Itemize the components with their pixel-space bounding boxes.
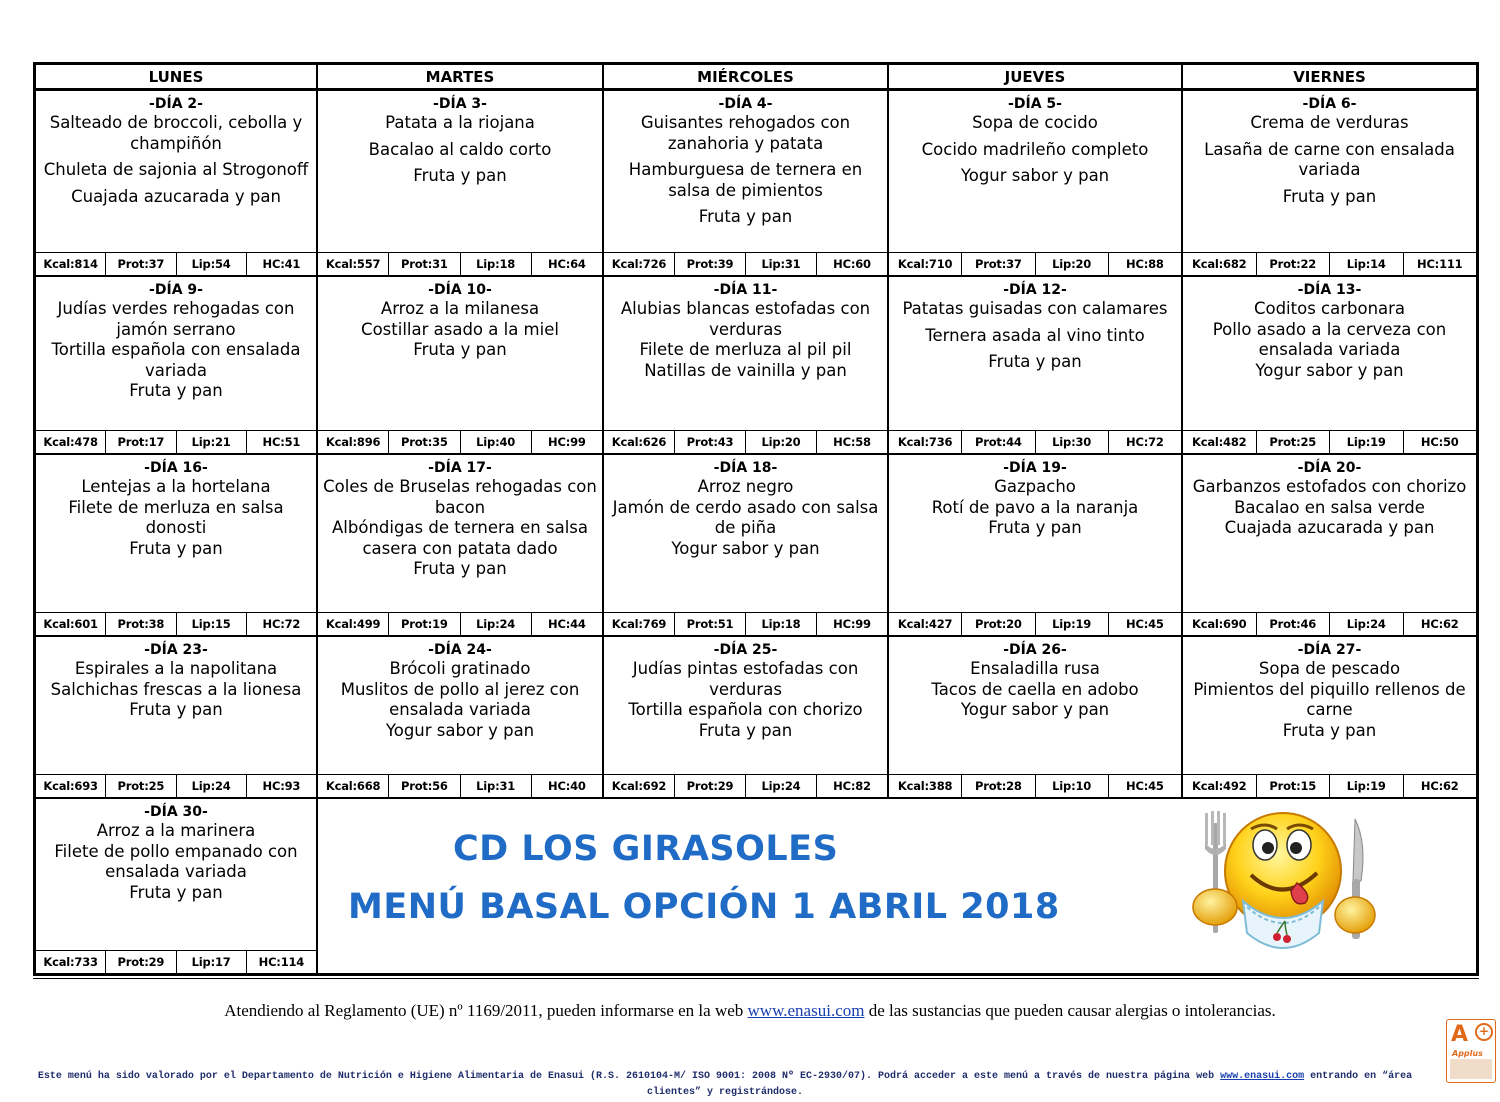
dish-item: Judías pintas estofadas con verduras [632,659,859,699]
nutrition-row [889,430,1181,453]
protein-value: Prot:39 [675,253,746,275]
protein-value: Prot:37 [106,253,176,275]
protein-value: Prot:28 [962,775,1035,797]
dish-item: Cocido madrileño completo [921,139,1149,159]
lipid-value: Lip:19 [1036,613,1109,635]
smiley-chef-icon [1173,803,1378,971]
kcal-value: Kcal:478 [36,431,106,453]
dish-item: Yogur sabor y pan [1255,360,1404,380]
kcal-value: Kcal:668 [318,775,389,797]
dish-item: Tortilla española con ensalada variada [51,340,301,380]
menu-day-body [889,637,1181,774]
day-number: -DÍA 19- [1003,460,1067,476]
carb-value: HC:41 [262,257,301,271]
dish-item: Costillar asado a la miel [361,319,559,339]
carb-value: HC:111 [1417,257,1463,271]
menu-day-cell [889,91,1183,277]
menu-day-cell [889,637,1183,799]
lipid-value: Lip:19 [1330,775,1404,797]
nutrition-row [1183,430,1476,453]
kcal-value: Kcal:814 [36,253,106,275]
dish-item: Tortilla española con chorizo [628,700,863,719]
dish-item: Salchichas frescas a la lionesa [50,679,302,699]
menu-day-cell [604,277,889,455]
menu-day-cell [36,91,318,277]
dish-item: Arroz a la marinera [96,821,256,840]
dish-item: Cuajada azucarada y pan [1224,518,1435,537]
carb-value: HC:45 [1126,779,1164,793]
dish-item: Cuajada azucarada y pan [71,186,281,206]
day-number: -DÍA 13- [1297,282,1362,298]
protein-value: Prot:56 [389,775,460,797]
lipid-value: Lip:21 [177,431,247,453]
footer-note-text-end: entrando en “área clientes” y registrándose. [646,1071,1413,1098]
protein-value: Prot:19 [389,613,460,635]
enasui-website-link[interactable]: www.enasui.com [747,1001,865,1020]
kcal-value: Kcal:492 [1183,775,1257,797]
weekday-header-miercoles: MIÉRCOLES [604,65,889,91]
kcal-value: Kcal:693 [36,775,106,797]
weekday-header-lunes: LUNES [36,65,318,91]
nutrition-row [36,950,316,973]
dish-item: Filete de merluza al pil pil [639,340,852,359]
menu-day-body [889,455,1181,612]
protein-value: Prot:15 [1257,775,1331,797]
protein-value: Prot:38 [106,613,176,635]
carb-value: HC:51 [262,435,301,449]
cert-brand: Applus [1452,1049,1483,1058]
menu-day-cell [318,637,604,799]
dish-item: Coles de Bruselas rehogadas con bacon [323,477,597,517]
lipid-value: Lip:24 [746,775,817,797]
menu-day-body [889,91,1181,252]
kcal-value: Kcal:388 [889,775,962,797]
menu-day-body [36,455,316,612]
day-number: -DÍA 27- [1297,642,1362,658]
lipid-value: Lip:19 [1330,431,1404,453]
carb-value: HC:82 [833,779,871,793]
menu-day-cell [1183,637,1476,799]
dish-item: Crema de verduras [1250,113,1409,132]
weekly-menu-table [33,62,1479,976]
dish-item: Fruta y pan [1282,720,1377,740]
day-number: -DÍA 2- [149,96,203,112]
nutrition-row [1183,252,1476,275]
day-number: -DÍA 23- [144,642,208,658]
nutrition-row [889,252,1181,275]
menu-day-cell [1183,455,1476,637]
protein-value: Prot:17 [106,431,176,453]
carb-value: HC:72 [1126,435,1164,449]
menu-day-cell [889,277,1183,455]
dish-item: Fruta y pan [1282,186,1377,206]
carb-value: HC:114 [258,955,305,969]
carb-value: HC:88 [1126,257,1164,271]
menu-banner [318,799,1476,973]
lipid-value: Lip:18 [746,613,817,635]
protein-value: Prot:35 [389,431,460,453]
kcal-value: Kcal:726 [604,253,675,275]
nutrition-row [604,612,887,635]
menu-day-cell [604,455,889,637]
separator-line [33,978,1479,979]
menu-day-cell [1183,91,1476,277]
nutrition-row [36,774,316,797]
menu-day-body [318,277,602,430]
dish-item: Filete de pollo empanado con ensalada variada [54,841,298,881]
cert-bar [1450,1059,1492,1079]
menu-day-body [1183,277,1476,430]
menu-day-cell [36,455,318,637]
menu-day-cell [36,637,318,799]
dish-item: Jamón de cerdo asado con salsa de piña [612,497,879,537]
carb-value: HC:50 [1420,435,1459,449]
footer-website-link[interactable]: www.enasui.com [1220,1071,1305,1082]
dish-item: Coditos carbonara [1253,299,1406,318]
kcal-value: Kcal:626 [604,431,675,453]
menu-day-cell [604,91,889,277]
carb-value: HC:93 [262,779,301,793]
menu-day-body [604,277,887,430]
dish-item: Natillas de vainilla y pan [644,360,847,380]
menu-day-body [318,455,602,612]
plus-icon: + [1475,1023,1493,1041]
dish-item: Fruta y pan [988,518,1082,537]
menu-day-body [1183,91,1476,252]
kcal-value: Kcal:733 [36,951,106,973]
nutrition-row [889,774,1181,797]
menu-day-body [318,637,602,774]
carb-value: HC:72 [262,617,301,631]
dish-item: Bacalao en salsa verde [1234,497,1425,517]
dish-item: Fruta y pan [413,166,507,185]
nutrition-row [36,612,316,635]
dish-item: Arroz negro [697,477,794,496]
carb-value: HC:62 [1420,617,1459,631]
dish-item: Fruta y pan [698,207,793,226]
kcal-value: Kcal:499 [318,613,389,635]
day-number: -DÍA 25- [713,642,778,658]
dish-item: Patata a la riojana [385,113,535,132]
dish-item: Chuleta de sajonia al Strogonoff [43,160,309,179]
lipid-value: Lip:24 [1330,613,1404,635]
menu-day-body [604,455,887,612]
lipid-value: Lip:18 [461,253,532,275]
dish-item: Filete de merluza en salsa donosti [68,497,284,537]
day-number: -DÍA 4- [718,96,773,112]
carb-value: HC:45 [1126,617,1164,631]
allergy-notice-text: Atendiendo al Reglamento (UE) nº 1169/2011, pueden informarse en la web [224,1001,748,1020]
dish-item: Fruta y pan [129,538,223,558]
menu-day-body [36,277,316,430]
day-number: -DÍA 6- [1302,96,1357,112]
dish-item: Pimientos del piquillo rellenos de carne [1193,679,1466,719]
menu-day-body [36,91,316,252]
menu-day-body [604,91,887,252]
protein-value: Prot:25 [1257,431,1331,453]
protein-value: Prot:29 [675,775,746,797]
carb-value: HC:62 [1420,779,1459,793]
nutrition-row [1183,612,1476,635]
nutrition-row [318,774,602,797]
dish-item: Judías verdes rehogadas con jamón serrano [57,299,295,339]
dish-item: Fruta y pan [698,720,793,740]
aplus-certification-icon [1446,1019,1496,1083]
lipid-value: Lip:10 [1036,775,1109,797]
protein-value: Prot:51 [675,613,746,635]
dish-item: Patatas guisadas con calamares [902,299,1168,318]
footer-note-text: Este menú ha sido valorado por el Departamento de Nutrición e Higiene Alimentaria de Enasui (R.S. 2610104-M/ ISO 9001: 2008 Nº EC-2930/07). Podrá acceder a este menú a través de nuestra página web [37,1071,1221,1082]
carb-value: HC:60 [833,257,871,271]
menu-day-cell [318,277,604,455]
dish-item: Fruta y pan [129,381,223,400]
protein-value: Prot:29 [106,951,176,973]
nutrition-row [318,430,602,453]
kcal-value: Kcal:769 [604,613,675,635]
allergy-notice [0,1001,1500,1021]
menu-day-body [36,637,316,774]
dish-item: Albóndigas de ternera en salsa casera con patata dado [332,518,588,558]
menu-day-cell [889,455,1183,637]
day-number: -DÍA 5- [1008,96,1062,112]
menu-day-body [889,277,1181,430]
dish-item: Yogur sabor y pan [671,538,820,558]
dish-item: Garbanzos estofados con chorizo [1192,477,1467,496]
menu-day-cell [36,799,318,973]
menu-title: MENÚ BASAL OPCIÓN 1 ABRIL 2018 [348,887,1060,927]
menu-day-cell [318,91,604,277]
day-number: -DÍA 17- [428,460,492,476]
day-number: -DÍA 3- [433,96,487,112]
day-number: -DÍA 18- [713,460,778,476]
weekday-header-viernes: VIERNES [1183,65,1476,91]
carb-value: HC:40 [548,779,586,793]
dish-item: Ensaladilla rusa [970,659,1100,678]
dish-item: Brócoli gratinado [389,659,531,678]
lipid-value: Lip:40 [461,431,532,453]
dish-item: Arroz a la milanesa [380,299,540,318]
kcal-value: Kcal:557 [318,253,389,275]
kcal-value: Kcal:896 [318,431,389,453]
menu-day-cell [1183,277,1476,455]
dish-item: Fruta y pan [129,882,223,902]
menu-day-body [1183,455,1476,612]
nutrition-row [318,612,602,635]
dish-item: Lasaña de carne con ensalada variada [1204,139,1455,179]
day-number: -DÍA 9- [149,282,203,298]
menu-day-cell [604,637,889,799]
day-number: -DÍA 16- [144,460,208,476]
protein-value: Prot:37 [962,253,1035,275]
dish-item: Espirales a la napolitana [74,659,278,678]
menu-day-body [604,637,887,774]
allergy-notice-text-end: de las sustancias que pueden causar alergias o intolerancias. [864,1001,1276,1020]
nutrition-row [604,774,887,797]
dish-item: Hamburguesa de ternera en salsa de pimientos [628,160,863,200]
menu-day-cell [318,455,604,637]
dish-item: Fruta y pan [413,340,507,359]
menu-day-cell [36,277,318,455]
weekday-header-martes: MARTES [318,65,604,91]
day-number: -DÍA 20- [1297,460,1362,476]
menu-day-body [1183,637,1476,774]
kcal-value: Kcal:692 [604,775,675,797]
protein-value: Prot:25 [106,775,176,797]
nutrition-row [1183,774,1476,797]
menu-day-body [36,799,316,950]
lipid-value: Lip:24 [177,775,247,797]
dish-item: Sopa de pescado [1258,659,1401,678]
menu-day-body [318,91,602,252]
lipid-value: Lip:20 [746,431,817,453]
lipid-value: Lip:24 [461,613,532,635]
kcal-value: Kcal:482 [1183,431,1257,453]
kcal-value: Kcal:736 [889,431,962,453]
day-number: -DÍA 12- [1003,282,1067,298]
dish-item: Yogur sabor y pan [960,166,1110,185]
dish-item: Ternera asada al vino tinto [925,325,1145,345]
carb-value: HC:99 [548,435,586,449]
lipid-value: Lip:17 [177,951,247,973]
dish-item: Guisantes rehogados con zanahoria y patata [640,113,851,153]
nutrition-row [318,252,602,275]
nutrition-row [36,430,316,453]
dish-item: Salteado de broccoli, cebolla y champiñón [49,113,303,153]
kcal-value: Kcal:682 [1183,253,1257,275]
carb-value: HC:58 [833,435,871,449]
nutrition-row [36,252,316,275]
lipid-value: Lip:20 [1036,253,1109,275]
dish-item: Yogur sabor y pan [385,720,535,740]
dish-item: Lentejas a la hortelana [81,477,271,496]
nutrition-row [604,252,887,275]
kcal-value: Kcal:427 [889,613,962,635]
dish-item: Alubias blancas estofadas con verduras [620,299,871,339]
protein-value: Prot:22 [1257,253,1331,275]
dish-item: Gazpacho [994,477,1076,496]
nutrition-row [889,612,1181,635]
nutrition-footer-note [30,1069,1420,1101]
dish-item: Rotí de pavo a la naranja [931,497,1139,517]
kcal-value: Kcal:690 [1183,613,1257,635]
protein-value: Prot:31 [389,253,460,275]
lipid-value: Lip:30 [1036,431,1109,453]
dish-item: Tacos de caella en adobo [931,679,1139,699]
nutrition-row [604,430,887,453]
lipid-value: Lip:31 [461,775,532,797]
day-number: -DÍA 11- [713,282,778,298]
cert-grade: A [1451,1022,1469,1047]
weekday-header-jueves: JUEVES [889,65,1183,91]
protein-value: Prot:43 [675,431,746,453]
day-number: -DÍA 30- [144,804,208,820]
day-number: -DÍA 26- [1003,642,1067,658]
carb-value: HC:44 [548,617,586,631]
day-number: -DÍA 10- [428,282,492,298]
carb-value: HC:99 [833,617,871,631]
day-number: -DÍA 24- [428,642,492,658]
lipid-value: Lip:15 [177,613,247,635]
dish-item: Sopa de cocido [972,113,1098,132]
dish-item: Fruta y pan [413,559,507,578]
dish-item: Pollo asado a la cerveza con ensalada variada [1212,319,1447,359]
protein-value: Prot:46 [1257,613,1331,635]
kcal-value: Kcal:601 [36,613,106,635]
protein-value: Prot:44 [962,431,1035,453]
protein-value: Prot:20 [962,613,1035,635]
carb-value: HC:64 [548,257,586,271]
dish-item: Muslitos de pollo al jerez con ensalada variada [340,679,580,719]
kcal-value: Kcal:710 [889,253,962,275]
dish-item: Fruta y pan [988,352,1082,371]
lipid-value: Lip:31 [746,253,817,275]
lipid-value: Lip:14 [1330,253,1404,275]
center-name: CD LOS GIRASOLES [453,829,839,869]
dish-item: Bacalao al caldo corto [368,139,552,159]
dish-item: Yogur sabor y pan [960,700,1110,719]
lipid-value: Lip:54 [177,253,247,275]
dish-item: Fruta y pan [129,700,223,719]
